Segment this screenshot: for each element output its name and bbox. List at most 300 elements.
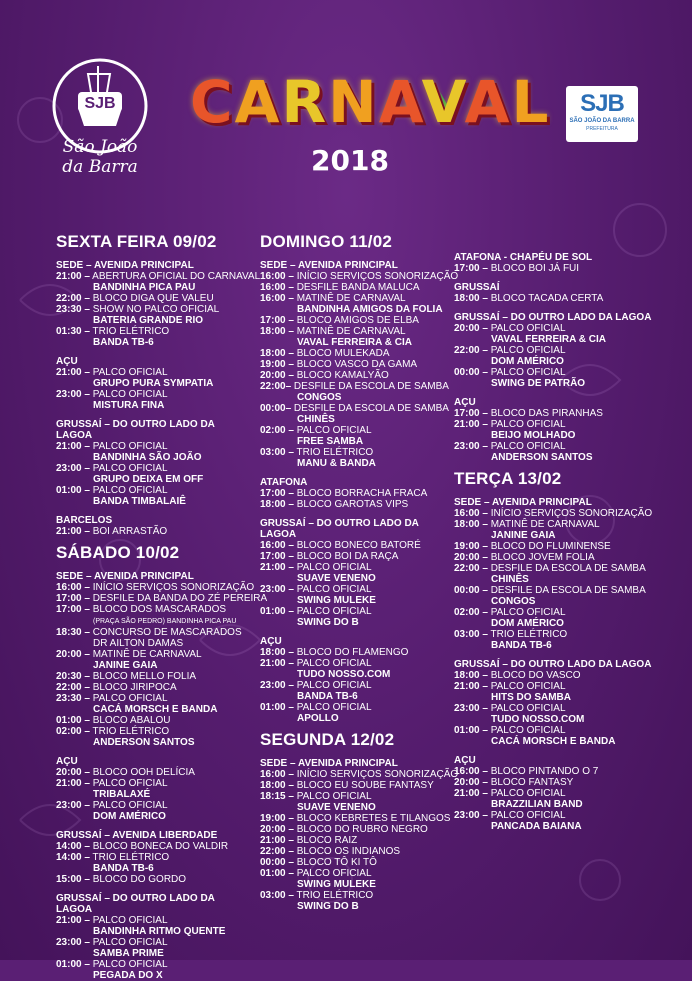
schedule-row <box>56 874 252 885</box>
event-time: 17:00 – <box>260 551 294 562</box>
event-name: PALCO OFICIAL <box>490 810 566 821</box>
event-name: DESFILE DA ESCOLA DE SAMBA <box>490 585 646 596</box>
event-performer: BANDA TB-6 <box>297 691 358 702</box>
event-time: 23:30 – <box>56 304 90 315</box>
event-name: PALCO OFICIAL <box>92 463 168 474</box>
schedule-list <box>454 323 654 389</box>
schedule-row <box>260 293 452 315</box>
section-heading: GRUSSAÍ – DO OUTRO LADO DA LAGOA <box>454 312 652 323</box>
schedule-row <box>260 326 452 348</box>
event-name: BLOCO TACADA CERTA <box>490 293 604 304</box>
event-name: PALCO OFICIAL <box>296 584 372 595</box>
schedule-row <box>56 959 252 981</box>
sjb-logo-sub2: da Barra <box>62 157 138 177</box>
event-name: BLOCO PINTANDO O 7 <box>490 766 599 777</box>
event-performer: TUDO NOSSO.COM <box>491 714 585 725</box>
schedule-row <box>260 562 452 584</box>
event-performer: BEIJO MOLHADO <box>491 430 576 441</box>
event-time: 21:00 – <box>454 419 488 430</box>
schedule-row <box>260 606 452 628</box>
section-heading: SEDE – AVENIDA PRINCIPAL <box>56 571 194 582</box>
event-name: CONCURSO DE MASCARADOS <box>92 627 242 638</box>
sjb-logo-sub1: São João <box>62 137 138 157</box>
event-performer: DOM AMÉRICO <box>491 356 564 367</box>
section-heading: GRUSSAÍ – DO OUTRO LADO DA LAGOA <box>56 419 215 441</box>
event-name: BLOCO VASCO DA GAMA <box>296 359 418 370</box>
event-time: 23:00 – <box>260 680 294 691</box>
event-time: 17:00 – <box>260 315 294 326</box>
event-performer: VAVAL FERREIRA & CIA <box>297 337 413 348</box>
schedule-row <box>56 715 252 726</box>
event-performer: BANDINHA AMIGOS DA FOLIA <box>297 304 443 315</box>
event-time: 02:00 – <box>454 607 488 618</box>
event-performer: APOLLO <box>297 713 339 724</box>
prefeitura-sub: PREFEITURA <box>586 126 618 132</box>
event-name: BLOCO DOS MASCARADOS <box>92 604 227 615</box>
schedule-row <box>56 627 252 638</box>
event-performer: SWING MULEKE <box>297 879 376 890</box>
event-name: MATINÊ DE CARNAVAL <box>296 326 406 337</box>
event-name: BLOCO BOI JÁ FUI <box>490 263 580 274</box>
event-name: PALCO OFICIAL <box>92 389 168 400</box>
schedule-row <box>454 670 654 681</box>
schedule-list <box>56 582 268 748</box>
event-name: PALCO OFICIAL <box>490 367 566 378</box>
section-heading: GRUSSAÍ – DO OUTRO LADO DA LAGOA <box>260 518 419 540</box>
event-name: PALCO OFICIAL <box>92 800 168 811</box>
schedule-row <box>260 824 452 835</box>
event-name: INÍCIO SERVIÇOS SONORIZAÇÃO <box>490 508 653 519</box>
section-heading: AÇU <box>56 756 78 767</box>
event-performer: ANDERSON SANTOS <box>491 452 593 463</box>
event-name: PALCO OFICIAL <box>490 323 566 334</box>
event-performer: SWING DO B <box>297 617 359 628</box>
schedule-row <box>56 767 252 778</box>
event-name: TRIO ELÉTRICO <box>296 447 374 458</box>
event-performer: CACÁ MORSCH E BANDA <box>93 704 218 715</box>
event-performer: HITS DO SAMBA <box>491 692 571 703</box>
schedule-row <box>56 441 252 463</box>
event-performer: MANU & BANDA <box>297 458 376 469</box>
schedule-list <box>56 271 261 348</box>
schedule-row <box>56 638 252 649</box>
event-name: MATINÊ DE CARNAVAL <box>490 519 600 530</box>
event-time: 22:00 – <box>56 682 90 693</box>
schedule-column-3 <box>454 252 654 832</box>
schedule-row <box>260 857 452 868</box>
event-time: 16:00 – <box>454 508 488 519</box>
event-performer: PEGADA DO X <box>93 970 163 981</box>
schedule-list <box>454 766 654 832</box>
schedule-row <box>260 370 452 381</box>
section-heading: GRUSSAÍ – AVENIDA LIBERDADE <box>56 830 218 841</box>
event-time: 23:00 – <box>56 389 90 400</box>
event-performer: CHINÊS <box>297 414 335 425</box>
event-name: PALCO OFICIAL <box>92 778 168 789</box>
event-time: 20:00 – <box>454 777 488 788</box>
event-name: BLOCO KEBRETES E TILANGOS <box>296 813 451 824</box>
event-name: PALCO OFICIAL <box>92 915 168 926</box>
day-heading-sexta: SEXTA FEIRA 09/02 <box>56 232 217 251</box>
schedule-row <box>56 293 252 304</box>
event-name: BLOCO FANTASY <box>490 777 574 788</box>
event-performer: SAMBA PRIME <box>93 948 164 959</box>
event-name: BLOCO ABALOU <box>92 715 171 726</box>
event-name: PALCO OFICIAL <box>92 367 168 378</box>
section-heading: ATAFONA <box>260 477 308 488</box>
schedule-row <box>260 271 459 282</box>
event-time: 21:00 – <box>260 562 294 573</box>
schedule-row <box>454 367 654 389</box>
event-time: 23:00 – <box>454 441 488 452</box>
event-name: BLOCO BOI DA RAÇA <box>296 551 399 562</box>
schedule-row <box>260 658 452 680</box>
event-performer: ANDERSON SANTOS <box>93 737 195 748</box>
event-name: PALCO OFICIAL <box>296 606 372 617</box>
event-name: INÍCIO SERVIÇOS SONORIZAÇÃO <box>92 582 255 593</box>
title-letter: A <box>378 68 422 136</box>
schedule-row <box>260 890 452 912</box>
schedule-row <box>454 293 654 304</box>
event-name: BLOCO DAS PIRANHAS <box>490 408 603 419</box>
schedule-list <box>260 647 452 724</box>
event-time: 14:00 – <box>56 841 90 852</box>
event-name: DESFILE DA ESCOLA DE SAMBA <box>490 563 646 574</box>
event-time: 16:00 – <box>260 282 294 293</box>
event-performer: BANDA TB-6 <box>93 337 154 348</box>
schedule-row <box>454 703 654 725</box>
event-name: PALCO OFICIAL <box>490 681 566 692</box>
event-name: ABERTURA OFICIAL DO CARNAVAL <box>92 271 261 282</box>
event-time: 01:00 – <box>260 868 294 879</box>
schedule-row <box>454 541 654 552</box>
schedule-column-1 <box>56 232 268 981</box>
event-time: 20:30 – <box>56 671 90 682</box>
event-name: BLOCO MULEKADA <box>296 348 390 359</box>
event-name: PALCO OFICIAL <box>490 725 566 736</box>
title-letter: A <box>464 68 512 136</box>
prefeitura-logo <box>566 86 638 142</box>
schedule-row <box>56 271 261 293</box>
event-time: 21:00 – <box>260 658 294 669</box>
event-name: BLOCO DO RUBRO NEGRO <box>296 824 428 835</box>
schedule-row <box>454 766 654 777</box>
title-year: 2018 <box>311 144 389 177</box>
schedule-row <box>56 615 252 627</box>
section-heading: AÇU <box>56 356 78 367</box>
schedule-row <box>56 682 252 693</box>
event-performer: JANINE GAIA <box>491 530 556 541</box>
event-name: BLOCO DO VASCO <box>490 670 581 681</box>
schedule-row <box>56 778 252 800</box>
sjb-logo-text: SJB <box>84 95 116 112</box>
event-time: 16:00 – <box>454 766 488 777</box>
event-name: TRIO ELÉTRICO <box>296 890 374 901</box>
schedule-row <box>260 499 452 510</box>
event-performer: DOM AMÉRICO <box>93 811 166 822</box>
event-name: MATINÊ DE CARNAVAL <box>92 649 202 660</box>
event-time: 22:00 – <box>454 563 488 574</box>
event-time: 18:00 – <box>454 519 488 530</box>
schedule-row <box>56 463 252 485</box>
event-name: BLOCO GAROTAS VIPS <box>296 499 409 510</box>
event-time: 01:00 – <box>454 725 488 736</box>
event-name: PALCO OFICIAL <box>490 607 566 618</box>
section-heading: AÇU <box>454 755 476 766</box>
schedule-row <box>260 447 452 469</box>
event-performer: SWING DO B <box>297 901 359 912</box>
event-performer: BANDA TB-6 <box>491 640 552 651</box>
event-name: BLOCO BORRACHA FRACA <box>296 488 428 499</box>
event-time: 19:00 – <box>260 813 294 824</box>
title-letter: C <box>190 68 235 136</box>
event-name: PALCO OFICIAL <box>92 693 168 704</box>
event-time: 23:00 – <box>454 703 488 714</box>
schedule-row <box>56 326 252 348</box>
section-heading: SEDE – AVENIDA PRINCIPAL <box>260 260 398 271</box>
schedule-row <box>56 485 252 507</box>
schedule-row <box>260 769 459 780</box>
event-time: 21:00 – <box>56 778 90 789</box>
event-time: 21:00 – <box>56 526 90 537</box>
schedule-list <box>56 841 252 885</box>
schedule-row <box>260 425 452 447</box>
schedule-row <box>260 381 452 403</box>
schedule-row <box>56 389 252 411</box>
schedule-list <box>260 488 452 510</box>
event-performer: BANDINHA RITMO QUENTE <box>93 926 226 937</box>
event-name: BOI ARRASTÃO <box>92 526 168 537</box>
event-name: TRIO ELÉTRICO <box>490 629 568 640</box>
schedule-list <box>260 769 459 912</box>
event-name: BLOCO AMIGOS DE ELBA <box>296 315 419 326</box>
event-performer: BANDINHA SÃO JOÃO <box>93 452 202 463</box>
schedule-list <box>454 263 654 274</box>
event-name: PALCO OFICIAL <box>296 791 372 802</box>
event-time: 01:00 – <box>56 715 90 726</box>
schedule-row <box>56 693 252 715</box>
schedule-row <box>454 552 654 563</box>
event-name: TRIO ELÉTRICO <box>92 726 170 737</box>
schedule-row <box>454 323 654 345</box>
event-time: 14:00 – <box>56 852 90 863</box>
event-time: 00:00– <box>260 403 292 414</box>
section-heading: SEDE – AVENIDA PRINCIPAL <box>454 497 592 508</box>
event-time: 00:00 – <box>454 585 488 596</box>
event-time: 15:00 – <box>56 874 90 885</box>
event-name: BLOCO BONECO BATORÉ <box>296 540 421 551</box>
event-time: 16:00 – <box>260 271 294 282</box>
event-time: 21:00 – <box>260 835 294 846</box>
schedule-row <box>454 519 654 541</box>
event-name: DESFILE DA BANDA DO ZÉ PEREIRA <box>92 593 268 604</box>
event-time: 02:00 – <box>260 425 294 436</box>
event-name: BLOCO DO FLAMENGO <box>296 647 409 658</box>
event-performer: GRUPO PURA SYMPATIA <box>93 378 214 389</box>
event-name: SHOW NO PALCO OFICIAL <box>92 304 220 315</box>
schedule-row <box>56 367 252 389</box>
event-performer: SWING MULEKE <box>297 595 376 606</box>
event-performer: MISTURA FINA <box>93 400 165 411</box>
event-name: BLOCO JOVEM FOLIA <box>490 552 595 563</box>
title-letter: A <box>234 68 282 136</box>
event-name: PALCO OFICIAL <box>490 703 566 714</box>
event-name: BLOCO OOH DELÍCIA <box>92 767 195 778</box>
event-name: BLOCO DIGA QUE VALEU <box>92 293 214 304</box>
event-name: DESFILE DA ESCOLA DE SAMBA <box>293 403 449 414</box>
event-performer: TUDO NOSSO.COM <box>297 669 391 680</box>
event-time: 23:30 – <box>56 693 90 704</box>
event-time: 20:00 – <box>454 323 488 334</box>
schedule-row <box>260 551 452 562</box>
event-time: 01:00 – <box>260 702 294 713</box>
schedule-row <box>454 788 654 810</box>
event-performer: SUAVE VENENO <box>297 802 376 813</box>
schedule-row <box>260 780 452 791</box>
event-name: BLOCO EU SOUBE FANTASY <box>296 780 434 791</box>
section-heading: AÇU <box>260 636 282 647</box>
event-time: 20:00 – <box>56 767 90 778</box>
event-time: 17:00 – <box>56 593 90 604</box>
schedule-list <box>260 271 459 469</box>
event-time: 03:00 – <box>454 629 488 640</box>
schedule-row <box>454 777 654 788</box>
schedule-row <box>454 585 654 607</box>
schedule-list <box>454 293 654 304</box>
event-time: 18:00 – <box>454 670 488 681</box>
event-name: MATINÊ DE CARNAVAL <box>296 293 406 304</box>
title-text <box>190 68 551 136</box>
schedule-row <box>56 726 252 748</box>
schedule-row <box>56 841 252 852</box>
schedule-row <box>260 348 452 359</box>
event-time: 00:00 – <box>260 857 294 868</box>
event-time: 19:00 – <box>260 359 294 370</box>
schedule-row <box>56 937 252 959</box>
event-name: PALCO OFICIAL <box>296 702 372 713</box>
event-name: PALCO OFICIAL <box>92 959 168 970</box>
title-letter: L <box>511 68 551 136</box>
schedule-list <box>56 367 252 411</box>
event-performer: CACÁ MORSCH E BANDA <box>491 736 616 747</box>
event-name: BLOCO BONECA DO VALDIR <box>92 841 229 852</box>
schedule-row <box>454 408 654 419</box>
day-heading-sabado: SÁBADO 10/02 <box>56 543 180 562</box>
event-name: BLOCO DO GORDO <box>92 874 187 885</box>
schedule-list <box>454 508 654 651</box>
event-performer: BRAZZILIAN BAND <box>491 799 583 810</box>
event-performer: CONGOS <box>297 392 342 403</box>
event-name: PALCO OFICIAL <box>296 680 372 691</box>
event-time: 23:00 – <box>56 937 90 948</box>
event-time: 00:00 – <box>454 367 488 378</box>
schedule-row <box>56 915 252 937</box>
prefeitura-name: SÃO JOÃO DA BARRA <box>569 118 635 124</box>
event-name: DESFILE BANDA MALUCA <box>296 282 420 293</box>
schedule-list <box>56 441 252 507</box>
event-name: PALCO OFICIAL <box>296 658 372 669</box>
event-name: PALCO OFICIAL <box>490 419 566 430</box>
event-time: 21:00 – <box>56 915 90 926</box>
event-performer: SWING DE PATRÃO <box>491 378 586 389</box>
section-heading: GRUSSAÍ <box>454 282 500 293</box>
schedule-row <box>454 508 654 519</box>
event-time: 17:00 – <box>454 263 488 274</box>
event-time: 21:00 – <box>56 367 90 378</box>
event-time: 22:00 – <box>260 846 294 857</box>
event-time: 17:00 – <box>260 488 294 499</box>
section-heading: SEDE – AVENIDA PRINCIPAL <box>260 758 398 769</box>
event-name: PALCO OFICIAL <box>296 425 372 436</box>
schedule-list <box>56 767 252 822</box>
event-performer: BANDA TB-6 <box>93 863 154 874</box>
section-heading: SEDE – AVENIDA PRINCIPAL <box>56 260 194 271</box>
schedule-row <box>56 800 252 822</box>
event-time: 17:00 – <box>454 408 488 419</box>
event-name: BLOCO DO FLUMINENSE <box>490 541 611 552</box>
schedule-row <box>260 359 452 370</box>
event-performer: BATERIA GRANDE RIO <box>93 315 203 326</box>
schedule-row <box>260 540 452 551</box>
schedule-row <box>56 604 252 615</box>
event-name: PALCO OFICIAL <box>490 441 566 452</box>
section-heading: BARCELOS <box>56 515 113 526</box>
schedule-row <box>260 315 452 326</box>
event-time: 03:00 – <box>260 447 294 458</box>
schedule-list <box>454 670 654 747</box>
event-performer: CHINÊS <box>491 574 529 585</box>
event-time: 18:00 – <box>454 293 488 304</box>
schedule-row <box>56 649 252 671</box>
event-time: 22:00 – <box>454 345 488 356</box>
event-performer: JANINE GAIA <box>93 660 158 671</box>
event-time: 16:00 – <box>260 293 294 304</box>
sjb-logo <box>50 48 150 188</box>
schedule-row <box>260 282 452 293</box>
event-performer: SUAVE VENENO <box>297 573 376 584</box>
event-time: 16:00 – <box>260 540 294 551</box>
event-performer: BANDA TIMBALAIÊ <box>93 496 186 507</box>
schedule-row <box>56 526 252 537</box>
schedule-row <box>260 702 452 724</box>
event-time: 18:00 – <box>260 326 294 337</box>
schedule-column-2 <box>260 232 459 912</box>
event-name: PALCO OFICIAL <box>92 485 168 496</box>
event-time: 18:00 – <box>260 499 294 510</box>
schedule-list <box>260 540 452 628</box>
event-name: DESFILE DA ESCOLA DE SAMBA <box>293 381 449 392</box>
schedule-row <box>454 263 654 274</box>
schedule-row <box>260 868 452 890</box>
event-name: PALCO OFICIAL <box>92 937 168 948</box>
event-name: PALCO OFICIAL <box>296 562 372 573</box>
section-heading: GRUSSAÍ – DO OUTRO LADO DA LAGOA <box>56 893 215 915</box>
event-time: 16:00 – <box>260 769 294 780</box>
day-heading-segunda: SEGUNDA 12/02 <box>260 730 395 749</box>
event-time: 21:00 – <box>454 788 488 799</box>
event-performer: PANCADA BAIANA <box>491 821 582 832</box>
event-time: 18:30 – <box>56 627 90 638</box>
carnaval-title <box>190 44 551 177</box>
event-name: BLOCO RAIZ <box>296 835 358 846</box>
schedule-row <box>454 563 654 585</box>
event-time: 23:00 – <box>454 810 488 821</box>
event-time: 21:00 – <box>454 681 488 692</box>
event-name: PALCO OFICIAL <box>92 441 168 452</box>
schedule-row <box>56 852 252 874</box>
event-time: 23:00 – <box>56 463 90 474</box>
event-time: 22:00 – <box>56 293 90 304</box>
